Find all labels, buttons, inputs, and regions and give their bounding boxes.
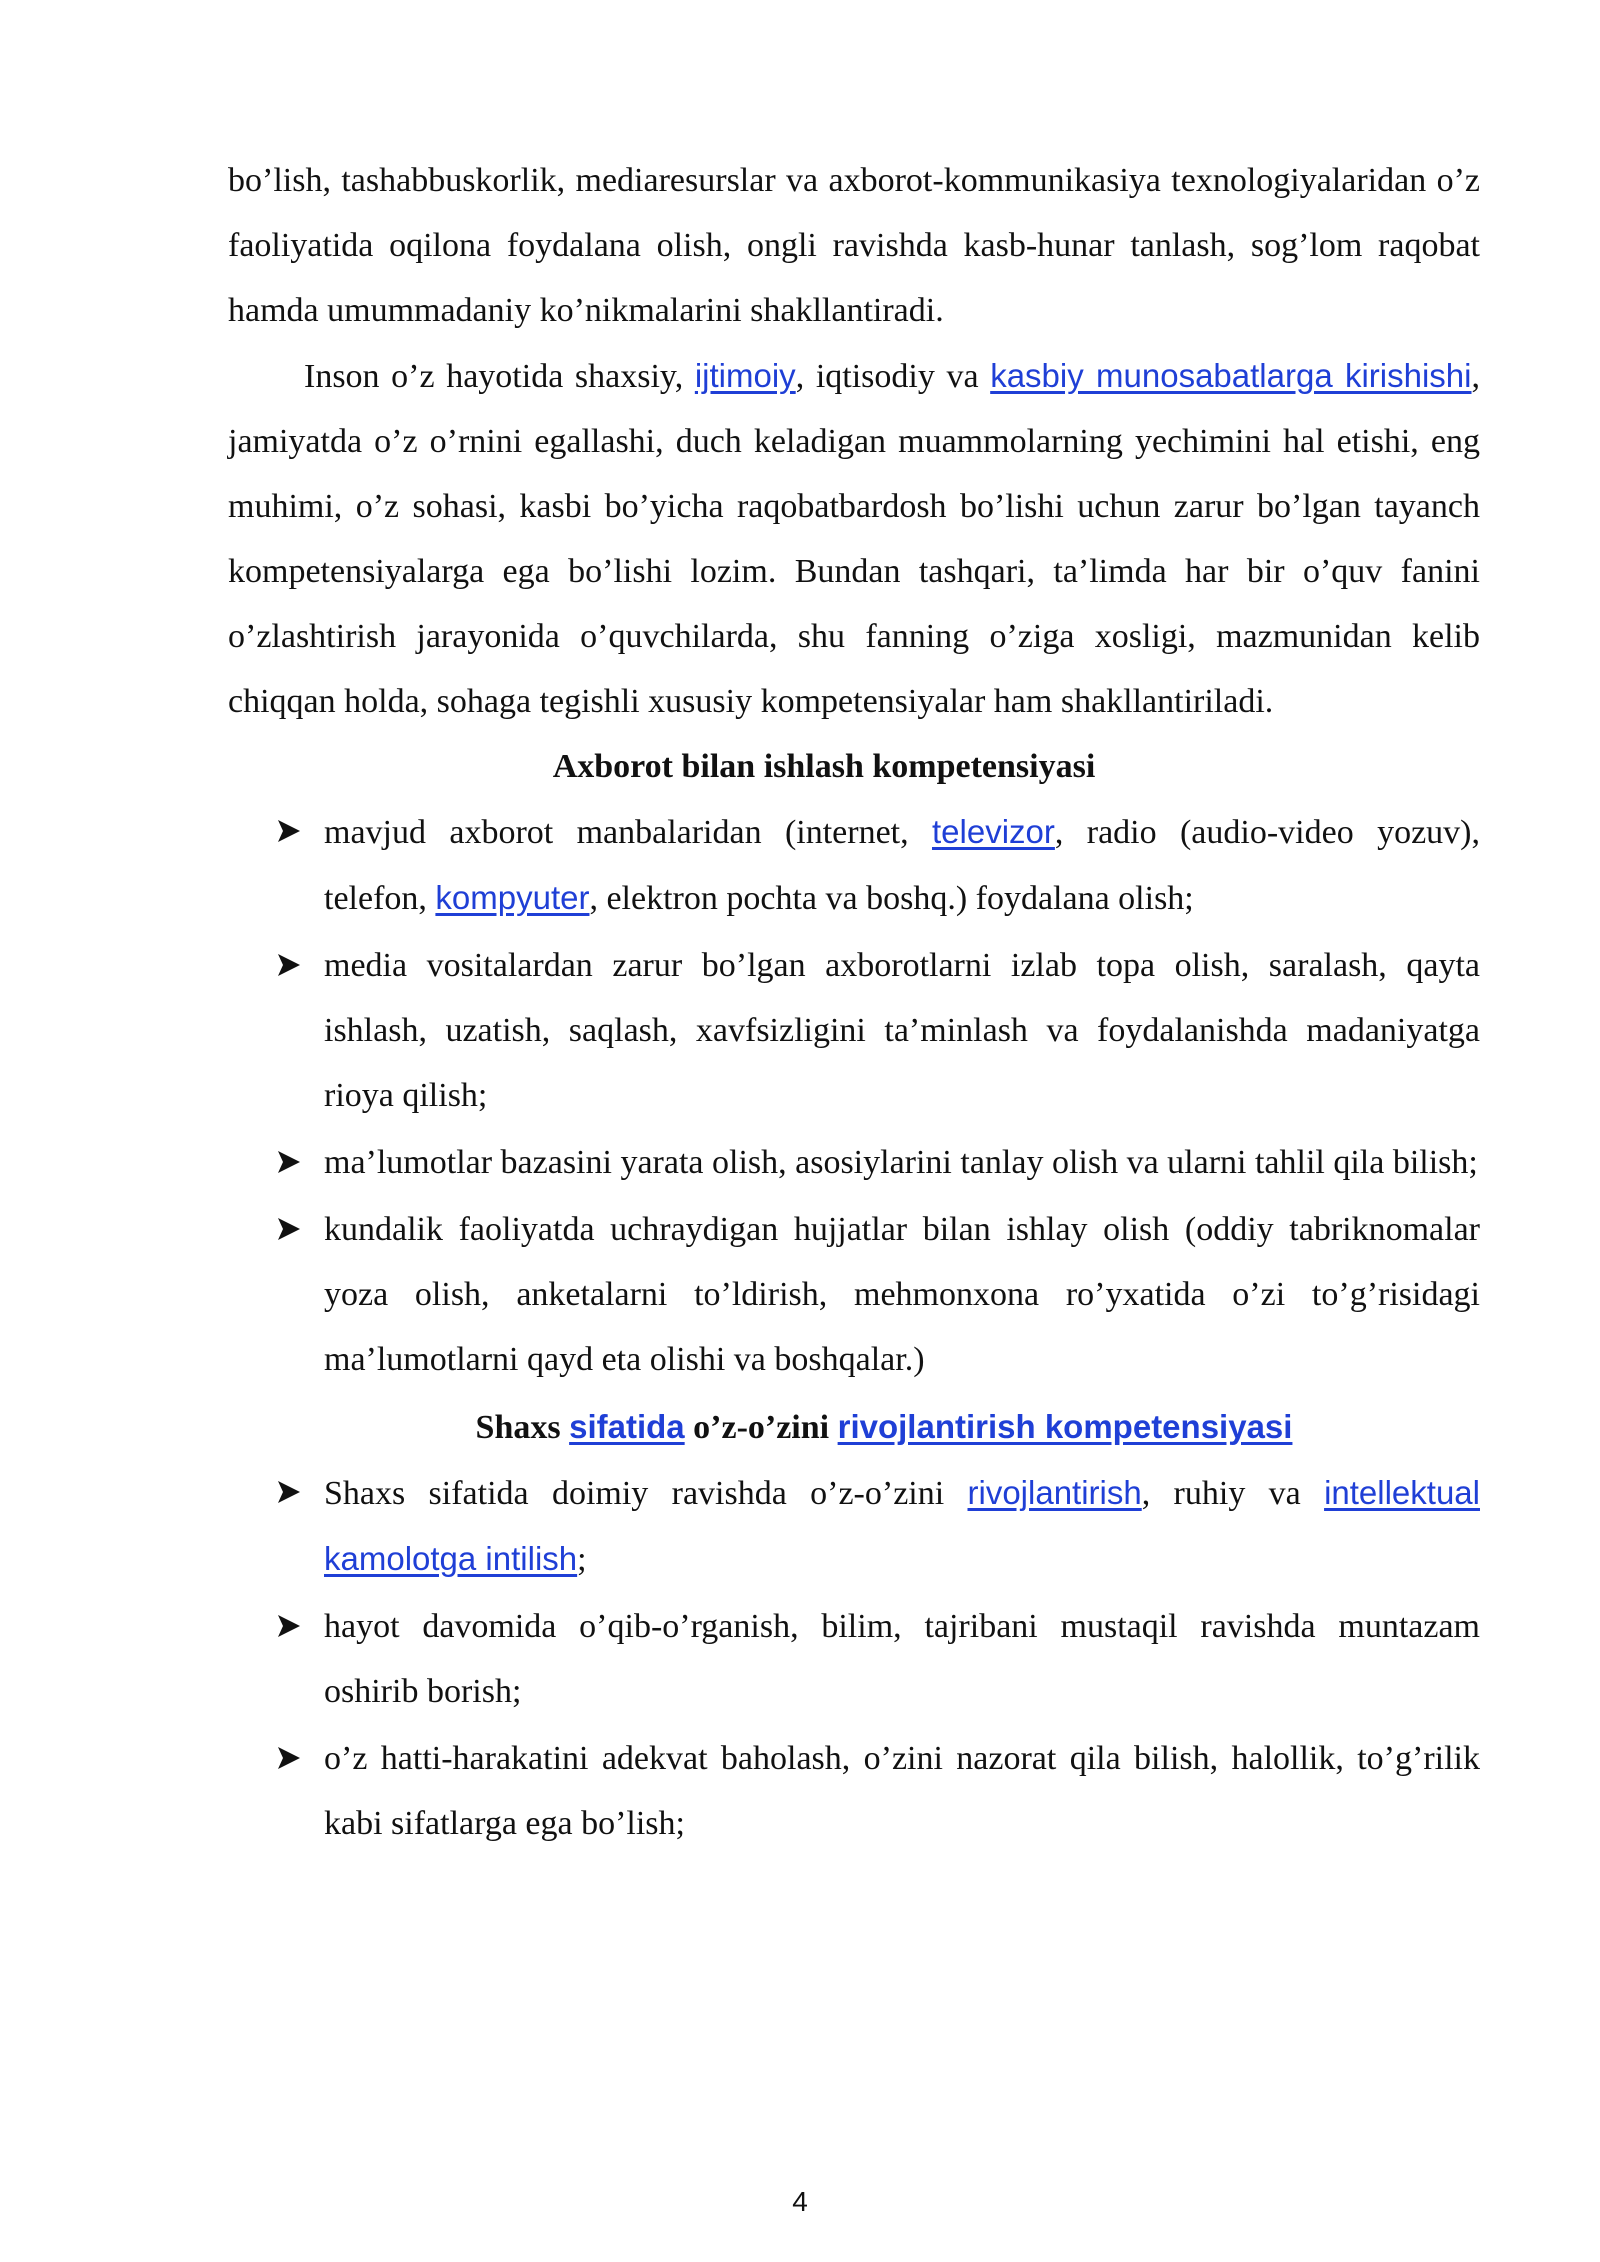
heading-text-a: Shaxs xyxy=(475,1409,570,1446)
list-item-text-a: mavjud axborot manbalaridan (internet, xyxy=(324,814,932,851)
link-televizor[interactable]: televizor xyxy=(932,813,1055,850)
arrowhead-bullet-icon xyxy=(276,818,302,844)
section-heading-axborot: Axborot bilan ishlash kompetensiyasi xyxy=(552,748,1096,785)
list-item-text: o’z hatti-harakatini adekvat baholash, o’zini nazorat qila bilish, halollik, to’g’rilik kabi sifatlarga ega bo’lish; xyxy=(324,1740,1480,1842)
list-item xyxy=(228,1594,1480,1724)
link-kompyuter[interactable]: kompyuter xyxy=(435,879,590,916)
arrowhead-bullet-icon xyxy=(276,1479,302,1505)
list-item xyxy=(228,1726,1480,1856)
link-kasbiy-munosabatlarga[interactable]: kasbiy munosabatlarga kirishishi xyxy=(990,357,1472,394)
arrowhead-bullet-icon xyxy=(276,1216,302,1242)
list-item-text-a: Shaxs sifatida doimiy ravishda o’z-o’zini xyxy=(324,1475,968,1512)
link-intellektual-kamolotga-intilish[interactable]: intellektual kamolotga intilish xyxy=(324,1474,1480,1577)
list-item xyxy=(228,1130,1480,1195)
list-item-text: kundalik faoliyatda uchraydigan hujjatlar bilan ishlay olish (oddiy tabriknomalar yoza olish, anketalarni to’ldirish, mehmonxona ro’yxatida o’zi to’g’risidagi ma’lumotlarni qayd eta olishi va boshqalar.) xyxy=(324,1211,1480,1378)
bullet-list-shaxs xyxy=(228,1460,1480,1856)
list-item-text-c: , elektron pochta va boshq.) foydalana olish; xyxy=(589,880,1194,917)
bullet-list-axborot xyxy=(228,799,1480,1392)
list-item xyxy=(228,1460,1480,1592)
list-item-text: hayot davomida o’qib-o’rganish, bilim, tajribani mustaqil ravishda muntazam oshirib borish; xyxy=(324,1608,1480,1710)
document-page xyxy=(228,148,1480,1858)
list-item xyxy=(228,1197,1480,1392)
arrowhead-bullet-icon xyxy=(276,1613,302,1639)
page-number: 4 xyxy=(792,2186,808,2217)
heading-text-b: o’z-o’zini xyxy=(684,1409,838,1446)
paragraph-text-c: , jamiyatda o’z o’rnini egallashi, duch keladigan muammolarning yechimini hal etishi, eng muhimi, o’z sohasi, kasbi bo’yicha raqobatbardosh bo’lishi uchun zarur bo’lgan tayanch kompetensiyalarga ega bo’lishi lozim. Bundan tashqari, ta’limda har bir o’quv fanini o’zlashtirish jarayonida o’quvchilarda, shu fanning o’ziga xosligi, mazmunidan kelib chiqqan holda, sohaga tegishli xususiy kompetensiyalar ham shakllantiriladi. xyxy=(228,358,1480,720)
link-sifatida[interactable]: sifatida xyxy=(569,1408,685,1445)
list-item-text: media vositalardan zarur bo’lgan axborotlarni izlab topa olish, saralash, qayta ishlash, uzatish, saqlash, xavfsizligini ta’minlash va foydalanishda madaniyatga rioya qilish; xyxy=(324,947,1480,1114)
list-item-text-b: , radio (audio-video yozuv), telefon, xyxy=(324,814,1480,917)
list-item-text-c: ; xyxy=(577,1541,587,1578)
arrowhead-bullet-icon xyxy=(276,1149,302,1175)
list-item-text-b: , ruhiy va xyxy=(1141,1475,1325,1512)
list-item xyxy=(228,933,1480,1128)
paragraph-continuation xyxy=(228,148,1480,343)
section-heading-shaxs xyxy=(228,1394,1480,1460)
link-rivojlantirish-kompetensiyasi[interactable]: rivojlantirish kompetensiyasi xyxy=(837,1408,1293,1445)
paragraph-text-b: , iqtisodiy va xyxy=(795,358,991,395)
paragraph-text: bo’lish, tashabbuskorlik, mediaresurslar va axborot-kommunikasiya texnologiyalaridan o’z faoliyatida oqilona foydalana olish, ongli ravishda kasb-hunar tanlash, sog’lom raqobat hamda umummadaniy ko’nikmalarini shakllantiradi. xyxy=(228,162,1480,329)
link-rivojlantirish[interactable]: rivojlantirish xyxy=(967,1474,1142,1511)
paragraph-text-a: Inson o’z hayotida shaxsiy, xyxy=(304,358,695,395)
list-item-text: ma’lumotlar bazasini yarata olish, asosiylarini tanlay olish va ularni tahlil qila bilish; xyxy=(324,1144,1478,1181)
arrowhead-bullet-icon xyxy=(276,952,302,978)
paragraph-competencies xyxy=(228,343,1480,734)
link-ijtimoiy[interactable]: ijtimoiy xyxy=(694,357,796,394)
arrowhead-bullet-icon xyxy=(276,1745,302,1771)
list-item xyxy=(228,799,1480,931)
